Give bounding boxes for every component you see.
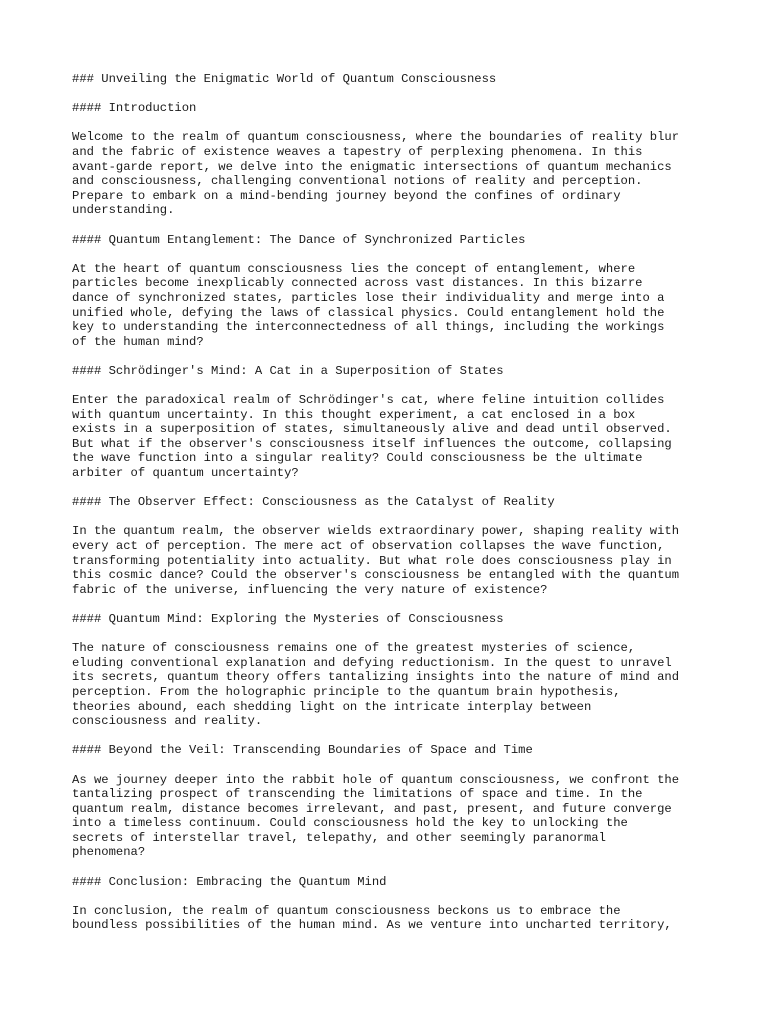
section-body-quantum-mind: The nature of consciousness remains one of the greatest mysteries of science, eluding conventional explanation and defying reductionism. In the quest to unravel its secrets, quantum theory offers tantalizing insights into the nature of mind and perception. From the holographic principle to the quantum brain hypothesis, theories abound, each shedding light on the intricate interplay between consciousness and reality. <box>72 641 680 729</box>
section-heading-quantum-mind: #### Quantum Mind: Exploring the Mysteries of Consciousness <box>72 611 504 626</box>
section-heading-introduction: #### Introduction <box>72 101 197 116</box>
section-heading-entanglement: #### Quantum Entanglement: The Dance of Synchronized Particles <box>72 232 526 247</box>
section-body-conclusion: In conclusion, the realm of quantum consciousness beckons us to embrace the boundless possibilities of the human mind. As we venture into uncharted territory, <box>72 903 672 933</box>
section-heading-schrodinger: #### Schrödinger's Mind: A Cat in a Superposition of States <box>72 363 504 378</box>
section-body-beyond-the-veil: As we journey deeper into the rabbit hole of quantum consciousness, we confront the tantalizing prospect of transcending the limitations of space and time. In the quantum realm, distance becomes irrelevant, and past, present, and future converge into a timeless continuum. Could consciousness hold the key to unlocking the secrets of interstellar travel, telepathy, and other seemingly paranormal phenomena? <box>72 772 680 860</box>
section-body-observer-effect: In the quantum realm, the observer wields extraordinary power, shaping reality with every act of perception. The mere act of observation collapses the wave function, transforming potentiality into actuality. But what role does consciousness play in this cosmic dance? Could the observer's consciousness be entangled with the quantum fabric of the universe, influencing the very nature of existence? <box>72 524 680 597</box>
document-page <box>72 72 712 948</box>
document-title: ### Unveiling the Enigmatic World of Quantum Consciousness <box>72 72 497 86</box>
section-heading-observer-effect: #### The Observer Effect: Consciousness as the Catalyst of Reality <box>72 495 555 510</box>
section-heading-beyond-the-veil: #### Beyond the Veil: Transcending Boundaries of Space and Time <box>72 743 533 758</box>
section-body-entanglement: At the heart of quantum consciousness lies the concept of entanglement, where particles become inexplicably connected across vast distances. In this bizarre dance of synchronized states, particles lose their individuality and merge into a unified whole, defying the laws of classical physics. Could entanglement hold the key to understanding the interconnectedness of all things, including the workings of the human mind? <box>72 261 665 349</box>
section-heading-conclusion: #### Conclusion: Embracing the Quantum Mind <box>72 874 387 889</box>
section-body-schrodinger: Enter the paradoxical realm of Schrödinger's cat, where feline intuition collides with quantum uncertainty. In this thought experiment, a cat enclosed in a box exists in a superposition of states, simultaneously alive and dead until observed. But what if the observer's consciousness itself influences the outcome, collapsing the wave function into a singular reality? Could consciousness be the ultimate arbiter of quantum uncertainty? <box>72 393 672 481</box>
section-body-introduction: Welcome to the realm of quantum consciousness, where the boundaries of reality blur and the fabric of existence weaves a tapestry of perplexing phenomena. In this avant-garde report, we delve into the enigmatic intersections of quantum mechanics and consciousness, challenging conventional notions of reality and perception. Prepare to embark on a mind-bending journey beyond the confines of ordinary understanding. <box>72 130 680 218</box>
